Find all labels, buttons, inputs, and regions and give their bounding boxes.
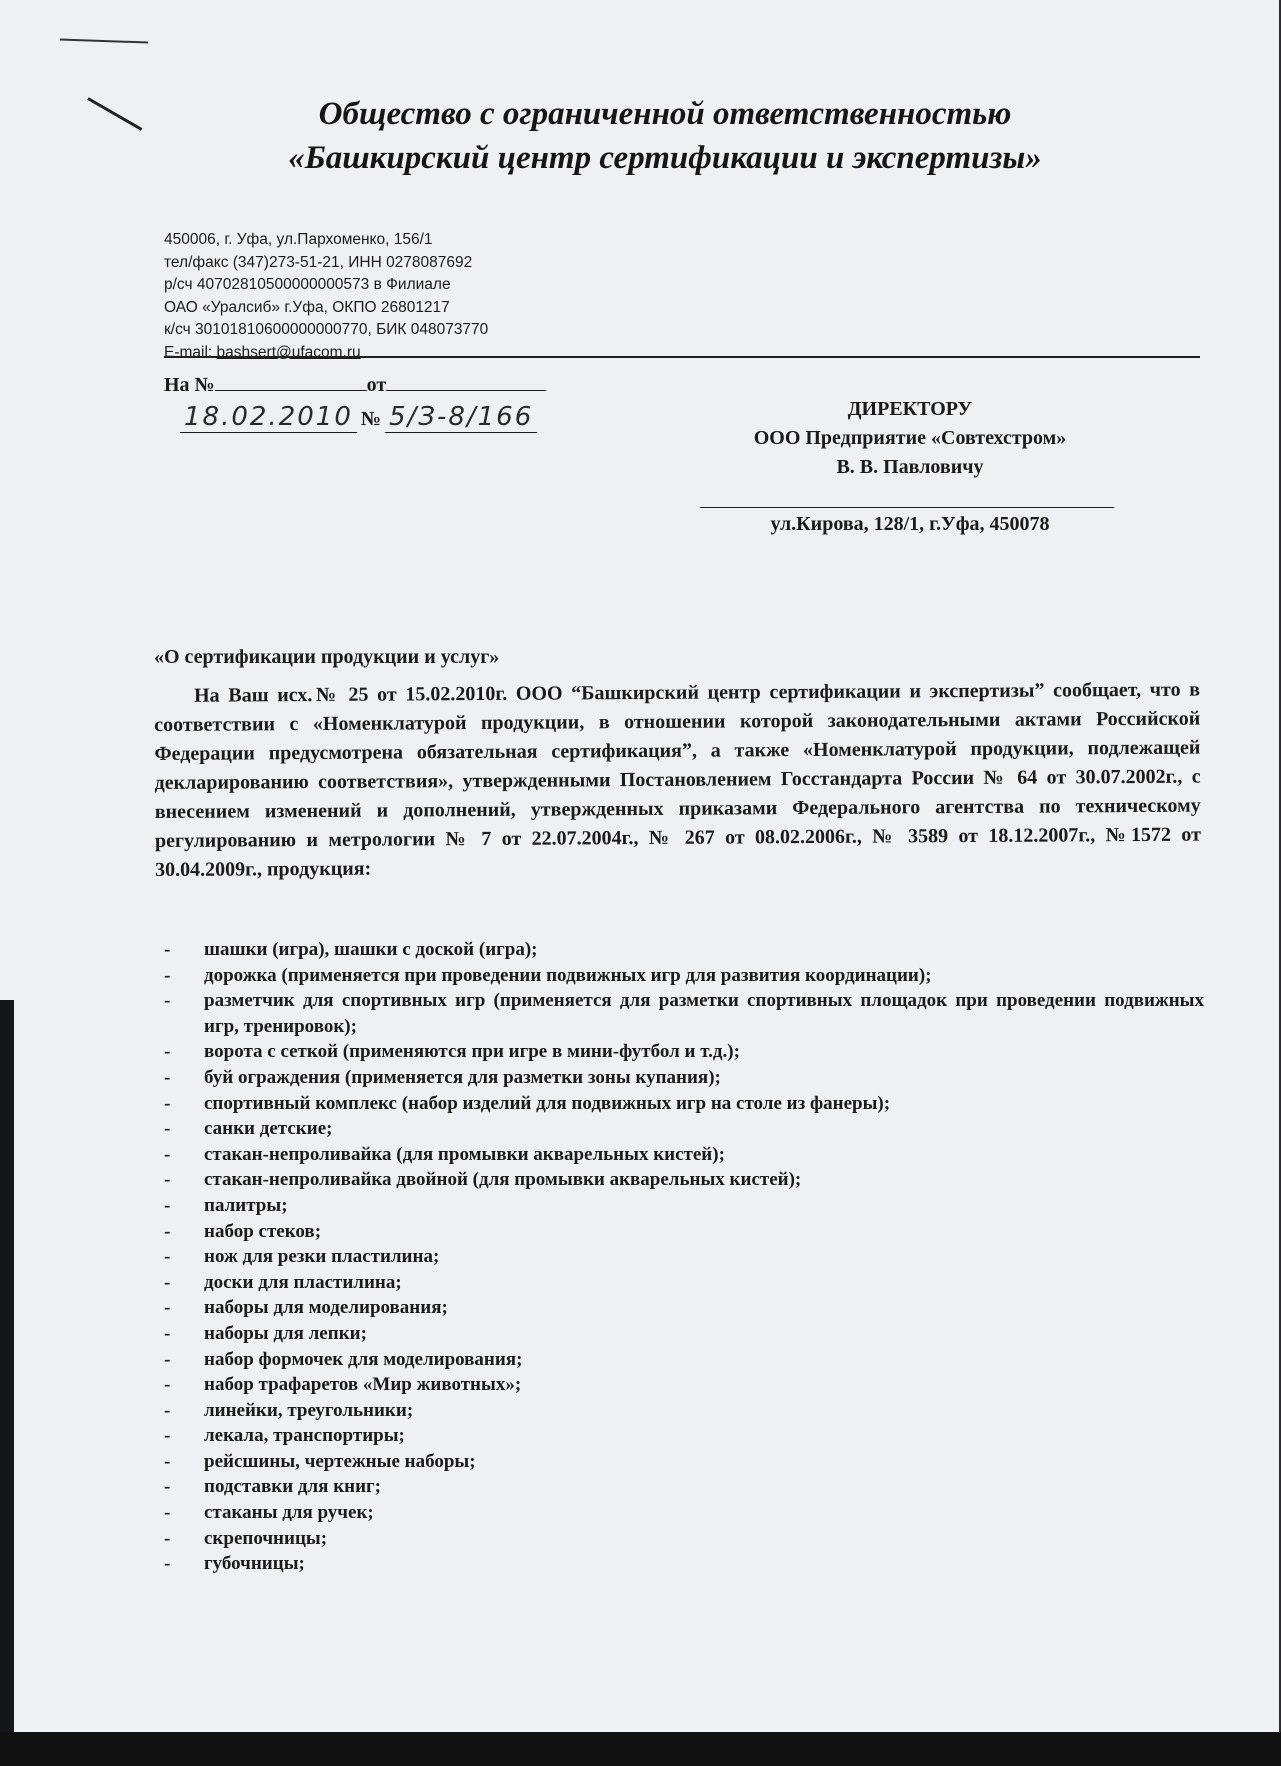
- product-item-text: набор трафаретов «Мир животных»;: [204, 1374, 522, 1396]
- letter-subject: «О сертификации продукции и услуг»: [154, 646, 500, 668]
- requisites-address: 450006, г. Уфа, ул.Пархоменко, 156/1: [164, 231, 433, 248]
- product-item-text: стакан-непроливайка (для промывки акварельных кистей);: [204, 1143, 725, 1165]
- email-link[interactable]: bashsert@ufacom.ru: [216, 343, 361, 361]
- product-item-text: буй ограждения (применяется для разметки зоны купания);: [204, 1066, 721, 1088]
- list-dash: -: [164, 1348, 171, 1370]
- list-dash: -: [164, 1246, 171, 1268]
- org-title-line-1: Общество с ограниченной ответственностью: [318, 96, 1012, 132]
- email-label: E-mail:: [164, 343, 217, 361]
- list-item: [164, 1091, 1204, 1117]
- list-item: [164, 988, 1204, 1039]
- product-item-text: рейсшины, чертежные наборы;: [204, 1450, 476, 1472]
- product-list: [164, 937, 1204, 1577]
- reference-no-label: №: [360, 408, 381, 430]
- list-dash: -: [164, 1399, 171, 1421]
- product-item-text: разметчик для спортивных игр (применяется для разметки спортивных площадок при проведении подвижных игр, тренировок);: [204, 990, 1204, 1037]
- addressee-person: В. В. Павловичу: [836, 456, 984, 478]
- product-item-text: набор формочек для моделирования;: [204, 1348, 523, 1370]
- addressee-address: ул.Кирова, 128/1, г.Уфа, 450078: [770, 513, 1050, 535]
- product-item-text: наборы для моделирования;: [204, 1297, 448, 1319]
- list-dash: -: [164, 1476, 171, 1498]
- list-dash: -: [164, 990, 171, 1012]
- product-item-text: санки детские;: [204, 1118, 333, 1140]
- organization-title: [180, 92, 1150, 180]
- scan-mark-slash: [87, 97, 142, 131]
- scan-shadow-bottom: [0, 1732, 1281, 1766]
- product-item-text: стакан-непроливайка двойной (для промывки акварельных кистей);: [204, 1169, 802, 1191]
- list-item: [164, 1449, 1204, 1475]
- list-item: [164, 1270, 1204, 1296]
- product-item-text: нож для резки пластилина;: [204, 1246, 440, 1268]
- list-dash: -: [164, 1271, 171, 1293]
- list-dash: -: [164, 964, 171, 986]
- list-dash: -: [164, 1527, 171, 1549]
- addressee-divider: [700, 507, 1114, 508]
- list-dash: -: [164, 1450, 171, 1472]
- scan-shadow-left: [0, 1000, 14, 1766]
- list-item: [164, 963, 1204, 989]
- list-item: [164, 1474, 1204, 1500]
- organization-requisites: [164, 229, 634, 364]
- outgoing-reference: [164, 372, 664, 442]
- product-item-text: спортивный комплекс (набор изделий для подвижных игр на столе из фанеры);: [204, 1092, 891, 1114]
- list-item: [164, 1065, 1204, 1091]
- list-dash: -: [164, 1194, 171, 1216]
- reference-blank-number: [215, 372, 367, 391]
- list-dash: -: [164, 1092, 171, 1114]
- list-item: [164, 1219, 1204, 1245]
- list-item: [164, 1398, 1204, 1424]
- list-dash: -: [164, 1066, 171, 1088]
- list-item: [164, 1372, 1204, 1398]
- product-item-text: скрепочницы;: [204, 1527, 328, 1549]
- list-item: [164, 1321, 1204, 1347]
- list-item: [164, 1551, 1204, 1577]
- list-dash: -: [164, 1553, 171, 1575]
- list-item: [164, 1347, 1204, 1373]
- product-item-text: набор стеков;: [204, 1220, 322, 1242]
- list-dash: -: [164, 939, 171, 960]
- addressee-title: ДИРЕКТОРУ: [847, 398, 973, 420]
- list-item: [164, 1423, 1204, 1449]
- product-item-text: подставки для книг;: [204, 1476, 382, 1498]
- reference-na-no-label: На №: [164, 374, 215, 396]
- list-dash: -: [164, 1220, 171, 1242]
- product-item-text: лекала, транспортиры;: [204, 1425, 405, 1447]
- list-item: [164, 1295, 1204, 1321]
- list-dash: -: [164, 1169, 171, 1191]
- org-title-line-2: «Башкирский центр сертификации и экспертизы»: [288, 140, 1042, 176]
- list-item: [164, 1526, 1204, 1552]
- list-item: [164, 1039, 1204, 1065]
- requisites-phone-inn: тел/факс (347)273-51-21, ИНН 0278087692: [164, 253, 473, 271]
- list-dash: -: [164, 1322, 171, 1344]
- handwritten-date: 18.02.2010: [180, 402, 357, 433]
- reference-ot-label: от: [366, 374, 387, 396]
- list-item: [164, 1116, 1204, 1142]
- reference-blank-date: [386, 372, 546, 391]
- letterhead-divider: [164, 356, 1200, 358]
- handwritten-number: 5/З-8/166: [385, 402, 537, 433]
- requisites-corr-account-bik: к/сч 30101810600000000770, БИК 048073770: [164, 321, 489, 338]
- reference-template-row: [164, 372, 546, 397]
- product-item-text: шашки (игра), шашки с доской (игра);: [204, 939, 538, 960]
- scan-mark-line: [60, 38, 148, 43]
- product-item-text: стаканы для ручек;: [204, 1502, 374, 1524]
- product-item-text: ворота с сеткой (применяются при игре в мини-футбол и т.д.);: [204, 1041, 740, 1063]
- list-item: [164, 937, 1204, 963]
- requisites-email: [164, 342, 634, 365]
- list-item: [164, 1500, 1204, 1526]
- product-item-text: палитры;: [204, 1194, 288, 1216]
- requisites-bank-okpo: ОАО «Уралсиб» г.Уфа, ОКПО 26801217: [164, 298, 450, 316]
- letter-body: На Ваш исх.№ 25 от 15.02.2010г. ООО “Башкирский центр сертификации и экспертизы” сообщает, что в соответствии с «Номенклатурой продукции, в отношении которой законодательными актами Российской Федерации предусмотрена обязательная сертификация”, а также «Номенклатурой продукции, подлежащей декларированию соответствия», утвержденными Постановлением Госстандарта России № 64 от 30.07.2002г., с внесением изменений и дополнений, утвержденных приказами Федерального агентства по техническому регулированию и метрологии № 7 от 22.07.2004г., № 267 от 08.02.2006г., № 3589 от 18.12.2007г., №1572 от 30.04.2009г., продукция:: [154, 678, 1202, 881]
- product-item-text: губочницы;: [204, 1553, 305, 1575]
- list-dash: -: [164, 1143, 171, 1165]
- list-dash: -: [164, 1502, 171, 1524]
- list-item: [164, 1244, 1204, 1270]
- list-dash: -: [164, 1374, 171, 1396]
- list-item: [164, 1167, 1204, 1193]
- product-item-text: доски для пластилина;: [204, 1271, 402, 1293]
- list-item: [164, 1193, 1204, 1219]
- reference-filled-row: [180, 402, 537, 433]
- product-item-text: линейки, треугольники;: [204, 1399, 414, 1421]
- list-dash: -: [164, 1425, 171, 1447]
- list-dash: -: [164, 1118, 171, 1140]
- requisites-account: р/сч 40702810500000000573 в Филиале: [164, 276, 451, 293]
- list-item: [164, 1142, 1204, 1168]
- addressee-block: [700, 395, 1120, 482]
- product-item-text: дорожка (применяется при проведении подвижных игр для развития координации);: [204, 964, 932, 986]
- product-item-text: наборы для лепки;: [204, 1322, 367, 1344]
- list-dash: -: [164, 1297, 171, 1319]
- addressee-company: ООО Предприятие «Совтехстром»: [753, 427, 1067, 449]
- list-dash: -: [164, 1041, 171, 1063]
